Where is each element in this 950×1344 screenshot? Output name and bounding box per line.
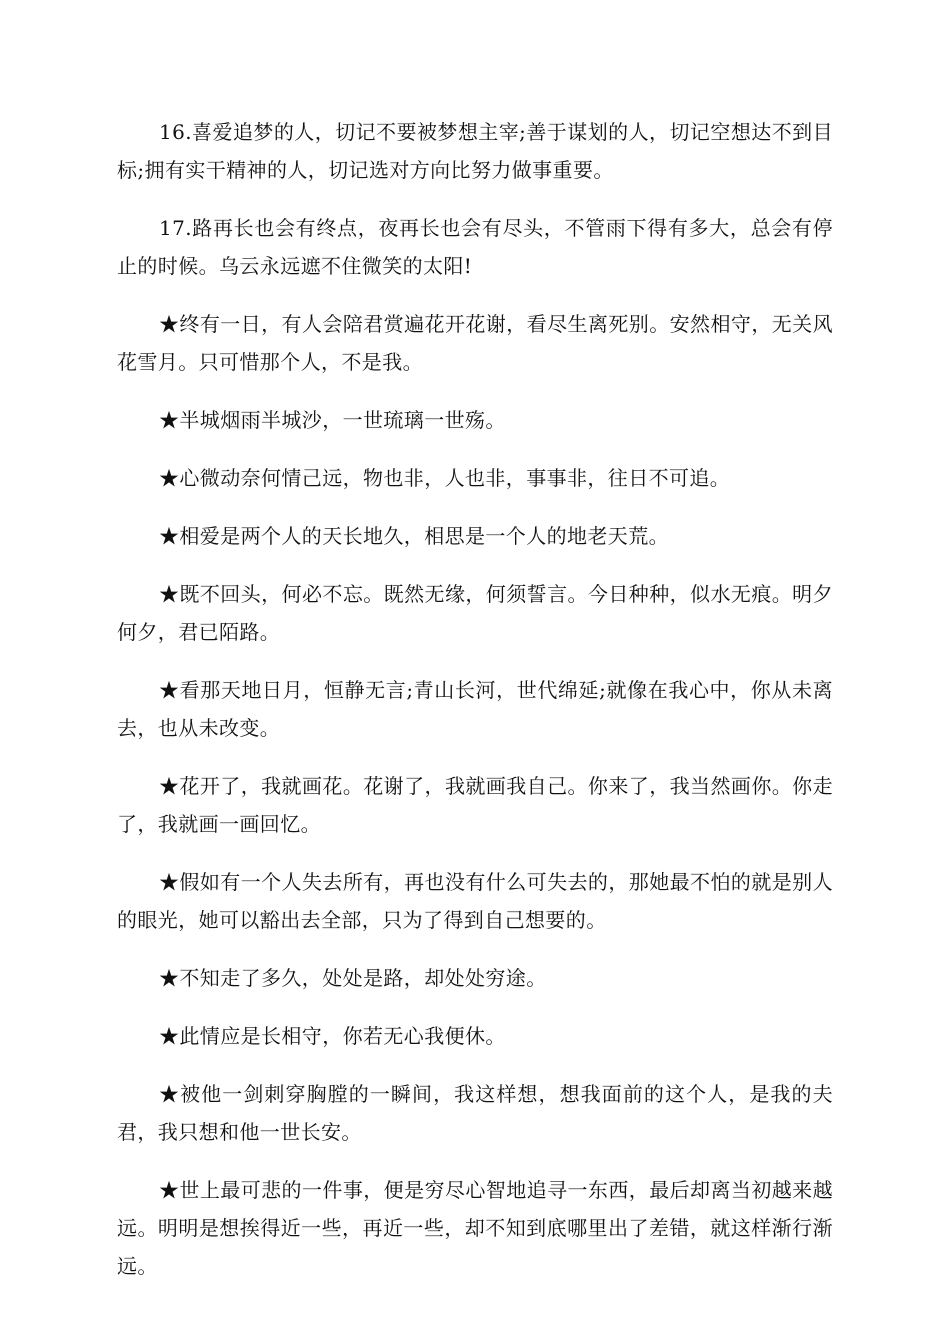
paragraph-star-8: ★假如有一个人失去所有，再也没有什么可失去的，那她最不怕的就是别人的眼光，她可以豁出去全部，只为了得到自己想要的。 xyxy=(117,870,833,932)
paragraph-star-1: ★终有一日，有人会陪君赏遍花开花谢，看尽生离死别。安然相守，无关风花雪月。只可惜那个人，不是我。 xyxy=(117,312,833,374)
paragraph-star-11: ★被他一剑刺穿胸膛的一瞬间，我这样想，想我面前的这个人，是我的夫君，我只想和他一世长安。 xyxy=(117,1082,833,1144)
paragraph-star-2: ★半城烟雨半城沙，一世琉璃一世殇。 xyxy=(159,408,506,432)
paragraph-star-4: ★相爱是两个人的天长地久，相思是一个人的地老天荒。 xyxy=(159,524,669,548)
paragraph-16: 16.喜爱追梦的人，切记不要被梦想主宰;善于谋划的人，切记空想达不到目标;拥有实干精神的人，切记选对方向比努力做事重要。 xyxy=(117,120,833,182)
paragraph-star-10: ★此情应是长相守，你若无心我便休。 xyxy=(159,1024,506,1048)
paragraph-star-6: ★看那天地日月，恒静无言;青山长河，世代绵延;就像在我心中，你从未离去，也从未改变。 xyxy=(117,678,833,740)
paragraph-17: 17.路再长也会有终点，夜再长也会有尽头，不管雨下得有多大，总会有停止的时候。乌云永远遮不住微笑的太阳! xyxy=(117,216,833,278)
paragraph-star-5: ★既不回头，何必不忘。既然无缘，何须誓言。今日种种，似水无痕。明夕何夕，君已陌路。 xyxy=(117,582,833,644)
document-page xyxy=(117,113,833,1305)
paragraph-star-9: ★不知走了多久，处处是路，却处处穷途。 xyxy=(159,966,547,990)
paragraph-star-12: ★世上最可悲的一件事，便是穷尽心智地追寻一东西，最后却离当初越来越远。明明是想挨得近一些，再近一些，却不知到底哪里出了差错，就这样渐行渐远。 xyxy=(117,1178,833,1278)
paragraph-star-3: ★心微动奈何情己远，物也非，人也非，事事非，往日不可追。 xyxy=(159,466,731,490)
paragraph-star-7: ★花开了，我就画花。花谢了，我就画我自己。你来了，我当然画你。你走了，我就画一画回忆。 xyxy=(117,774,833,836)
